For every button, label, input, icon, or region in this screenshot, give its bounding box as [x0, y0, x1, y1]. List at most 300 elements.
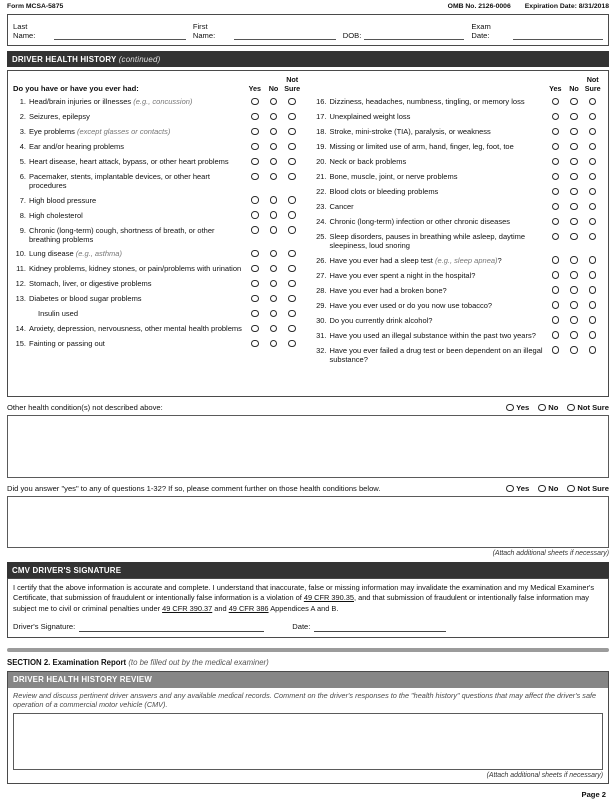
cfr-390-35-link[interactable]: 49 CFR 390.35 — [303, 593, 354, 603]
date-label: Date: — [292, 621, 311, 631]
answered-yes-yes-radio[interactable] — [506, 485, 514, 493]
q22-no-radio[interactable] — [570, 188, 578, 196]
left-answer-headers — [246, 76, 302, 93]
q4-no-radio[interactable] — [270, 143, 278, 151]
banner-title: DRIVER HEALTH HISTORY — [12, 54, 117, 64]
q6-not-sure-radio[interactable] — [288, 173, 296, 181]
right-answer-headers — [546, 76, 602, 93]
answered-yes-radiogroup — [506, 484, 609, 493]
q22-yes-radio[interactable] — [552, 188, 560, 196]
q8-number: 8. — [19, 210, 26, 220]
q18-yes-radio[interactable] — [552, 128, 560, 136]
q15-yes-radio[interactable] — [251, 340, 259, 348]
q5-row — [13, 157, 302, 167]
q3-label: Eye problems (except glasses or contacts) — [29, 127, 171, 136]
q10-no-cell — [264, 250, 283, 259]
other-health-no-radio[interactable] — [538, 404, 546, 412]
q2-no-radio[interactable] — [270, 113, 278, 121]
q5-not-sure-radio[interactable] — [288, 158, 296, 166]
q1-not-sure-cell — [283, 98, 302, 107]
q13-insulin-yes-cell — [246, 310, 265, 319]
q32-yes-cell — [546, 346, 565, 364]
q6-no-cell — [264, 173, 283, 191]
q12-no-radio[interactable] — [270, 280, 278, 288]
q17-number: 17. — [316, 112, 327, 121]
q31-yes-radio[interactable] — [552, 331, 560, 339]
q10-not-sure-radio[interactable] — [288, 250, 296, 258]
signature-date-input[interactable] — [314, 623, 446, 632]
q22-row — [314, 187, 603, 197]
q2-not-sure-radio[interactable] — [288, 113, 296, 121]
q24-row — [314, 217, 603, 227]
q28-no-cell — [565, 286, 584, 295]
q26-label: Have you ever had a sleep test (e.g., sleep apnea)? — [329, 255, 502, 265]
q5-yes-radio[interactable] — [251, 158, 259, 166]
q7-label: High blood pressure — [29, 195, 97, 205]
q9-label: Chronic (long-term) cough, shortness of breath, or other breathing problems — [29, 225, 215, 244]
q31-number: 31. — [316, 330, 327, 340]
section2-title: SECTION 2. Examination Report — [7, 657, 127, 667]
cfr-390-37-link[interactable]: 49 CFR 390.37 — [162, 603, 213, 613]
q20-yes-cell — [546, 158, 565, 167]
answered-yes-no-option[interactable] — [538, 484, 558, 493]
q10-answers — [246, 249, 302, 259]
certification-text: I certify that the above information is accurate and complete. I understand that inaccurate, false or missing information may invalidate the examination and my Medical Examiner's Certificate, that submission of fraudulent or intentionally false information is a violation of 49 CFR 390.35, and that submission of fraudulent or intentionally false information may subject me to civil or criminal penalties under 49 CFR 390.37 and 49 CFR 386 Appendices A and B. — [13, 583, 595, 613]
q7-not-sure-radio[interactable] — [288, 196, 296, 204]
q11-yes-cell — [246, 265, 265, 274]
cfr-386-link[interactable]: 49 CFR 386 — [228, 603, 269, 613]
q24-no-radio[interactable] — [570, 218, 578, 226]
q3-not-sure-cell — [283, 128, 302, 137]
q21-number: 21. — [316, 172, 327, 181]
q22-no-cell — [565, 188, 584, 197]
q12-number: 12. — [15, 279, 26, 288]
q4-yes-cell — [246, 143, 265, 152]
q7-no-cell — [264, 196, 283, 205]
q29-no-cell — [565, 301, 584, 310]
q29-yes-cell — [546, 301, 565, 310]
q27-not-sure-cell — [583, 271, 602, 280]
comment-row — [7, 484, 609, 493]
q25-not-sure-cell — [583, 233, 602, 251]
q18-no-radio[interactable] — [570, 128, 578, 136]
q4-yes-radio[interactable] — [251, 143, 259, 151]
other-health-prompt: Other health condition(s) not described above: — [7, 403, 163, 412]
first-name-field — [193, 22, 336, 40]
q14-answers — [246, 324, 302, 334]
q17-not-sure-radio[interactable] — [589, 113, 597, 121]
q12-not-sure-radio[interactable] — [288, 280, 296, 288]
q5-no-radio[interactable] — [270, 158, 278, 166]
q14-label: Anxiety, depression, nervousness, other mental health problems — [29, 324, 242, 333]
q13-insulin-yes-radio[interactable] — [251, 310, 259, 318]
q13-no-radio[interactable] — [270, 295, 278, 303]
exam-date-input[interactable] — [513, 31, 603, 40]
q1-no-radio[interactable] — [270, 98, 278, 106]
q1-yes-radio[interactable] — [251, 98, 259, 106]
q13-label: Diabetes or blood sugar problems — [29, 294, 142, 303]
q5-label: Heart disease, heart attack, bypass, or other heart problems — [29, 157, 229, 166]
q8-yes-cell — [246, 211, 265, 220]
left-column-header — [13, 76, 302, 93]
q1-note: (e.g., concussion) — [131, 97, 193, 106]
attach-note-1: (Attach additional sheets if necessary) — [492, 550, 609, 557]
q27-label: Have you ever spent a night in the hospital? — [329, 270, 476, 280]
q20-not-sure-cell — [583, 158, 602, 167]
q15-row — [13, 339, 302, 349]
dob-field — [343, 31, 465, 40]
answered-yes-yes-option[interactable] — [506, 484, 529, 493]
q2-not-sure-cell — [283, 113, 302, 122]
q13-yes-cell — [246, 295, 265, 304]
q10-yes-cell — [246, 250, 265, 259]
q3-no-radio[interactable] — [270, 128, 278, 136]
q3-row — [13, 127, 302, 137]
q4-no-cell — [264, 143, 283, 152]
yes-column-header: Yes — [549, 83, 562, 93]
other-health-not-sure-label: Not Sure — [577, 403, 609, 412]
q7-row — [13, 196, 302, 206]
other-health-no-option[interactable] — [538, 403, 558, 412]
q18-label: Stroke, mini-stroke (TIA), paralysis, or weakness — [329, 127, 491, 136]
q22-yes-cell — [546, 188, 565, 197]
question-column-right — [314, 76, 603, 394]
q30-number: 30. — [316, 315, 327, 325]
q11-yes-radio[interactable] — [251, 265, 259, 273]
q31-not-sure-cell — [583, 331, 602, 340]
q25-not-sure-radio[interactable] — [589, 233, 597, 241]
q16-not-sure-radio[interactable] — [589, 98, 597, 106]
q1-not-sure-radio[interactable] — [288, 98, 296, 106]
q13-insulin-no-radio[interactable] — [270, 310, 278, 318]
q8-row — [13, 211, 302, 221]
q22-answers — [546, 187, 602, 197]
q32-number: 32. — [316, 345, 327, 355]
q11-label: Kidney problems, kidney stones, or pain/problems with urination — [29, 264, 242, 273]
q4-not-sure-cell — [283, 143, 302, 152]
q12-not-sure-cell — [283, 280, 302, 289]
answered-yes-not-sure-radio[interactable] — [567, 485, 575, 493]
q15-answers — [246, 339, 302, 349]
q13-yes-radio[interactable] — [251, 295, 259, 303]
q26-yes-cell — [546, 256, 565, 265]
q10-label: Lung disease (e.g., asthma) — [29, 249, 122, 258]
q27-row — [314, 271, 603, 281]
answered-yes-no-radio[interactable] — [538, 485, 546, 493]
other-health-not-sure-option[interactable] — [567, 403, 609, 412]
section2-title-row — [7, 658, 609, 667]
q8-not-sure-radio[interactable] — [288, 211, 296, 219]
q21-no-cell — [565, 173, 584, 182]
q19-not-sure-radio[interactable] — [589, 143, 597, 151]
other-health-yes-label: Yes — [516, 403, 530, 412]
yes-column-header: Yes — [248, 83, 262, 93]
q30-not-sure-radio[interactable] — [589, 316, 597, 324]
q23-no-cell — [565, 203, 584, 212]
q30-no-radio[interactable] — [570, 316, 578, 324]
q18-number: 18. — [316, 127, 327, 136]
q14-not-sure-radio[interactable] — [288, 325, 296, 333]
q14-yes-radio[interactable] — [251, 325, 259, 333]
other-health-textarea[interactable] — [7, 415, 609, 478]
q25-yes-radio[interactable] — [552, 233, 560, 241]
q26-yes-radio[interactable] — [552, 256, 560, 264]
q31-row — [314, 331, 603, 341]
q15-not-sure-radio[interactable] — [288, 340, 296, 348]
q23-not-sure-cell — [583, 203, 602, 212]
q9-not-sure-cell — [283, 226, 302, 244]
q7-number: 7. — [19, 195, 26, 205]
q28-row — [314, 286, 603, 296]
q7-yes-radio[interactable] — [251, 196, 259, 204]
q9-yes-radio[interactable] — [251, 226, 259, 234]
other-health-yes-option[interactable] — [506, 403, 529, 412]
q30-no-cell — [565, 316, 584, 325]
q21-no-radio[interactable] — [570, 173, 578, 181]
q20-no-cell — [565, 158, 584, 167]
q4-answers — [246, 142, 302, 152]
q21-not-sure-radio[interactable] — [589, 173, 597, 181]
q11-not-sure-radio[interactable] — [288, 265, 296, 273]
q13-insulin-row — [13, 309, 302, 319]
q9-no-radio[interactable] — [270, 226, 278, 234]
q23-yes-cell — [546, 203, 565, 212]
q24-not-sure-radio[interactable] — [589, 218, 597, 226]
q8-label: High cholesterol — [29, 210, 83, 220]
q13-not-sure-cell — [283, 295, 302, 304]
omb-number: OMB No. 2126-0006 — [447, 3, 511, 10]
q20-no-radio[interactable] — [570, 158, 578, 166]
q26-not-sure-cell — [583, 256, 602, 265]
q17-not-sure-cell — [583, 113, 602, 122]
q23-no-radio[interactable] — [570, 203, 578, 211]
q2-label: Seizures, epilepsy — [29, 112, 90, 121]
question-column-left — [13, 76, 302, 394]
q2-row — [13, 112, 302, 122]
q24-yes-radio[interactable] — [552, 218, 560, 226]
q31-not-sure-radio[interactable] — [589, 331, 597, 339]
q15-yes-cell — [246, 340, 265, 349]
q30-yes-radio[interactable] — [552, 316, 560, 324]
q13-insulin-answers — [246, 309, 302, 319]
q10-not-sure-cell — [283, 250, 302, 259]
q8-yes-radio[interactable] — [251, 211, 259, 219]
q13-insulin-no-cell — [264, 310, 283, 319]
q28-yes-radio[interactable] — [552, 286, 560, 294]
q32-no-cell — [565, 346, 584, 364]
q9-yes-cell — [246, 226, 265, 244]
q11-no-radio[interactable] — [270, 265, 278, 273]
q21-answers — [546, 172, 602, 182]
last-name-label: Last Name: — [13, 22, 36, 40]
q12-answers — [246, 279, 302, 289]
q20-row — [314, 157, 603, 167]
q29-number: 29. — [316, 300, 327, 310]
q25-number: 25. — [316, 232, 327, 241]
q32-no-radio[interactable] — [570, 346, 578, 354]
q17-row — [314, 112, 603, 122]
q16-no-cell — [565, 98, 584, 107]
q20-yes-radio[interactable] — [552, 158, 560, 166]
q18-not-sure-radio[interactable] — [589, 128, 597, 136]
q8-answers — [246, 211, 302, 221]
q3-yes-radio[interactable] — [251, 128, 259, 136]
q16-number: 16. — [316, 97, 327, 106]
cmv-signature-banner — [7, 562, 609, 578]
q5-no-cell — [264, 158, 283, 167]
q29-yes-radio[interactable] — [552, 301, 560, 309]
q19-answers — [546, 142, 602, 152]
other-health-radiogroup — [506, 403, 609, 412]
q20-not-sure-radio[interactable] — [589, 158, 597, 166]
q18-no-cell — [565, 128, 584, 137]
questions-1-15 — [13, 97, 302, 349]
q10-yes-radio[interactable] — [251, 250, 259, 258]
not-sure-column-header: Not Sure — [584, 75, 601, 93]
q29-label: Have you ever used or do you now use tobacco? — [329, 300, 493, 310]
q29-row — [314, 301, 603, 311]
q13-not-sure-radio[interactable] — [288, 295, 296, 303]
q21-yes-cell — [546, 173, 565, 182]
first-name-input[interactable] — [234, 31, 336, 40]
q4-number: 4. — [19, 142, 26, 151]
q6-yes-radio[interactable] — [251, 173, 259, 181]
q13-answers — [246, 294, 302, 304]
q29-no-radio[interactable] — [570, 301, 578, 309]
form-number: Form MCSA-5875 — [7, 3, 64, 10]
q27-not-sure-radio[interactable] — [589, 271, 597, 279]
q18-yes-cell — [546, 128, 565, 137]
exam-date-field — [471, 22, 603, 40]
q14-no-radio[interactable] — [270, 325, 278, 333]
q28-number: 28. — [316, 285, 327, 295]
q28-label: Have you ever had a broken bone? — [329, 285, 447, 295]
q21-row — [314, 172, 603, 182]
q19-row — [314, 142, 603, 152]
q8-no-radio[interactable] — [270, 211, 278, 219]
health-history-review-textarea[interactable] — [13, 713, 603, 770]
q6-no-radio[interactable] — [270, 173, 278, 181]
q1-label: Head/brain injuries or illnesses (e.g., concussion) — [29, 97, 193, 106]
q19-no-radio[interactable] — [570, 143, 578, 151]
q3-no-cell — [264, 128, 283, 137]
q23-not-sure-radio[interactable] — [589, 203, 597, 211]
q13-no-cell — [264, 295, 283, 304]
answered-yes-yes-label: Yes — [516, 484, 530, 493]
q2-yes-radio[interactable] — [251, 113, 259, 121]
q8-no-cell — [264, 211, 283, 220]
q1-no-cell — [264, 98, 283, 107]
q3-yes-cell — [246, 128, 265, 137]
q3-not-sure-radio[interactable] — [288, 128, 296, 136]
health-history-review-banner — [8, 672, 608, 688]
q29-not-sure-cell — [583, 301, 602, 310]
q22-not-sure-radio[interactable] — [589, 188, 597, 196]
q4-not-sure-radio[interactable] — [288, 143, 296, 151]
q1-answers — [246, 97, 302, 107]
q19-yes-radio[interactable] — [552, 143, 560, 151]
q15-no-radio[interactable] — [270, 340, 278, 348]
q30-yes-cell — [546, 316, 565, 325]
review-banner-title: DRIVER HEALTH HISTORY REVIEW — [13, 675, 153, 685]
q24-label: Chronic (long-term) infection or other chronic diseases — [329, 217, 510, 226]
q9-answers — [246, 226, 302, 244]
q28-not-sure-radio[interactable] — [589, 286, 597, 294]
q15-not-sure-cell — [283, 340, 302, 349]
other-health-yes-radio[interactable] — [506, 404, 514, 412]
q13-insulin-not-sure-cell — [283, 310, 302, 319]
q13-insulin-not-sure-radio[interactable] — [288, 310, 296, 318]
q26-answers — [546, 256, 602, 266]
q16-yes-radio[interactable] — [552, 98, 560, 106]
q10-number: 10. — [15, 249, 26, 258]
q11-no-cell — [264, 265, 283, 274]
q17-no-radio[interactable] — [570, 113, 578, 121]
q11-number: 11. — [16, 264, 26, 273]
q1-row — [13, 97, 302, 107]
q7-no-radio[interactable] — [270, 196, 278, 204]
dob-input[interactable] — [364, 31, 464, 40]
q10-no-radio[interactable] — [270, 250, 278, 258]
banner-continued-note: (continued) — [118, 54, 161, 64]
drivers-signature-input[interactable] — [79, 623, 264, 632]
q27-yes-radio[interactable] — [552, 271, 560, 279]
q26-not-sure-radio[interactable] — [589, 256, 597, 264]
q18-answers — [546, 127, 602, 137]
q13-insulin-number — [13, 309, 26, 319]
q32-yes-radio[interactable] — [552, 346, 560, 354]
q26-note: (e.g., sleep apnea) — [432, 255, 498, 265]
q16-no-radio[interactable] — [570, 98, 578, 106]
q31-no-radio[interactable] — [570, 331, 578, 339]
q9-no-cell — [264, 226, 283, 244]
other-health-not-sure-radio[interactable] — [567, 404, 575, 412]
q28-no-radio[interactable] — [570, 286, 578, 294]
q27-no-radio[interactable] — [570, 271, 578, 279]
q12-yes-radio[interactable] — [251, 280, 259, 288]
answered-yes-not-sure-option[interactable] — [567, 484, 609, 493]
q13-number: 13. — [15, 294, 26, 303]
q17-yes-radio[interactable] — [552, 113, 560, 121]
q24-no-cell — [565, 218, 584, 227]
q16-label: Dizziness, headaches, numbness, tingling, or memory loss — [329, 97, 525, 106]
q27-yes-cell — [546, 271, 565, 280]
comment-textarea[interactable] — [7, 496, 609, 548]
q9-not-sure-radio[interactable] — [288, 226, 296, 234]
q29-not-sure-radio[interactable] — [589, 301, 597, 309]
q7-not-sure-cell — [283, 196, 302, 205]
q25-no-radio[interactable] — [570, 233, 578, 241]
identity-bar — [7, 14, 609, 46]
q32-not-sure-radio[interactable] — [589, 346, 597, 354]
section2-title-note: (to be filled out by the medical examiner) — [128, 657, 269, 667]
q1-number: 1. — [19, 97, 26, 106]
driver-health-history-banner — [7, 51, 609, 67]
q20-label: Neck or back problems — [329, 157, 407, 166]
q27-answers — [546, 271, 602, 281]
q21-yes-radio[interactable] — [552, 173, 560, 181]
q30-answers — [546, 316, 602, 326]
q19-not-sure-cell — [583, 143, 602, 152]
q26-no-radio[interactable] — [570, 256, 578, 264]
other-health-no-label: No — [548, 403, 559, 412]
last-name-input[interactable] — [54, 31, 186, 40]
q14-yes-cell — [246, 325, 265, 334]
q23-yes-radio[interactable] — [552, 203, 560, 211]
q29-answers — [546, 301, 602, 311]
q23-answers — [546, 202, 602, 212]
q24-not-sure-cell — [583, 218, 602, 227]
